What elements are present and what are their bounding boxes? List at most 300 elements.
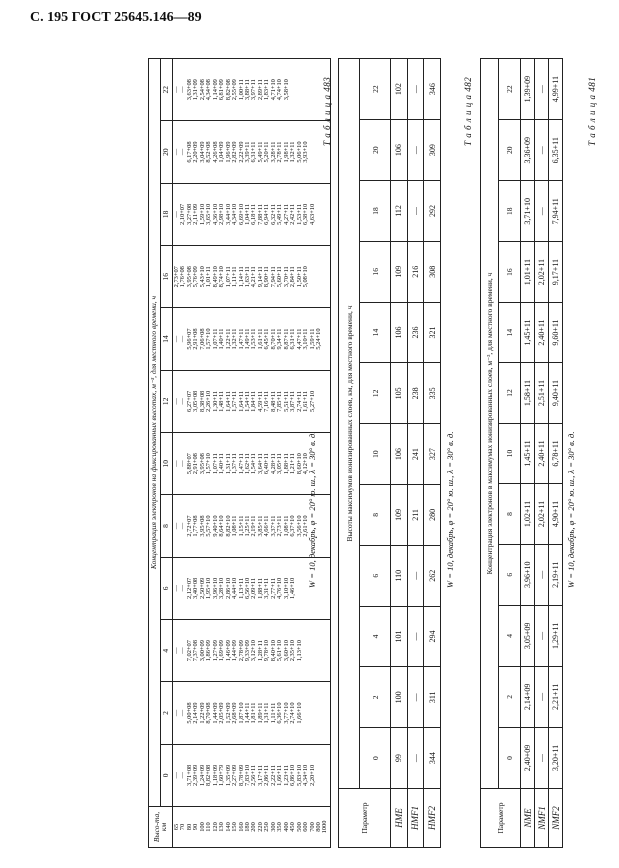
hour-column (173, 121, 331, 183)
height-value: 450 (289, 822, 297, 832)
table-482 (338, 58, 441, 848)
cell-value: 102 (390, 59, 407, 120)
height-value: 90 (192, 823, 200, 831)
cell-value: 2,12+07 (185, 577, 193, 599)
height-value: 250 (263, 822, 271, 832)
cell-value: 1,11+11 (231, 266, 239, 288)
cell-value: 2,26+10 (205, 390, 213, 412)
cell-value: 1,86+09 (205, 640, 213, 662)
cell-value: 2,42+11 (289, 203, 297, 225)
cell-value: 327 (424, 424, 441, 485)
cell-value: 7,06+08 (198, 328, 206, 350)
cell-value: 3,71+08 (185, 764, 193, 786)
hour-header: 4 (498, 605, 521, 666)
cell-value: 1,13+11 (237, 577, 245, 599)
cell-value: 1,32+11 (289, 141, 297, 163)
cell-value (322, 247, 328, 306)
cell-value: 5,49+11 (256, 141, 264, 163)
cell-value: 3,10+10 (282, 577, 290, 599)
cell-value: — (179, 86, 187, 93)
height-value: 65 (173, 823, 180, 831)
cell-value: 1,59+11 (308, 328, 316, 350)
cell-value: 8,87+11 (282, 328, 290, 350)
hour-header: 18 (161, 183, 173, 245)
table-481-title: W = 10, декабрь, φ = 20° ю. ш., λ = 30° в. д. (566, 431, 576, 588)
cell-value: 110 (390, 545, 407, 606)
cell-value: 8,38+08 (198, 390, 206, 412)
cell-value: 4,27+11 (282, 203, 290, 225)
param-name: NMF1 (535, 789, 549, 848)
cell-value: 100 (390, 667, 407, 728)
cell-value: 1,04+11 (243, 203, 251, 225)
cell-value: 9,78+10 (263, 640, 271, 662)
hour-header: 16 (498, 242, 521, 302)
table-row (407, 59, 424, 848)
cell-value: 6,69+10 (237, 203, 245, 225)
cell-value: 3,40+08 (192, 577, 200, 599)
cell-value: 1,31+11 (263, 702, 271, 724)
cell-value: 7,88+11 (256, 203, 264, 225)
cell-value: 5,20+11 (263, 141, 271, 163)
cell-value: — (179, 585, 187, 592)
cell-value: 3,12+10 (250, 640, 258, 662)
cell-value: 308 (424, 241, 441, 302)
hour-header: 8 (360, 485, 390, 546)
cell-value: — (535, 727, 549, 788)
cell-value: 3,28+10 (218, 577, 226, 599)
cell-value: 6,36+10 (276, 702, 284, 724)
cell-value: 3,20+11 (549, 727, 563, 788)
cell-value: 2,82+09 (231, 141, 239, 163)
cell-value: 1,66+11 (276, 764, 284, 786)
cell-value: — (407, 181, 424, 242)
cell-value: 1,47+11 (237, 453, 245, 475)
cell-value: 1,35+09 (224, 764, 232, 786)
table-483 (148, 58, 331, 848)
cell-value: 3,44+10 (224, 203, 232, 225)
cell-value: 5,88+07 (185, 453, 193, 475)
cell-value: 2,56+11 (250, 764, 258, 786)
cell-value: — (535, 544, 549, 605)
cell-value: — (173, 709, 180, 717)
hour-header: 2 (498, 666, 521, 727)
cell-value: 1,88+11 (256, 577, 264, 599)
table-483-height-header: Высо-та, км (149, 807, 173, 848)
cell-value: 2,20+09 (192, 141, 200, 163)
cell-value: 2,14+09 (192, 702, 200, 724)
cell-value: 2,77+11 (269, 577, 277, 599)
cell-value: 4,12+10 (302, 453, 310, 475)
cell-value: 2,22+09 (237, 141, 245, 163)
cell-value: 1,77+08 (192, 515, 200, 537)
cell-value: 2,09+11 (250, 577, 258, 599)
cell-value: 3,95+08 (198, 515, 206, 537)
cell-value: 109 (390, 241, 407, 302)
height-value: 1000 (321, 820, 329, 834)
cell-value: 1,52+09 (224, 702, 232, 724)
cell-value: 6,86+10 (289, 764, 297, 786)
cell-value: 7,94+11 (549, 181, 563, 242)
cell-value: 4,71+10 (269, 79, 277, 101)
cell-value: 7,85+11 (276, 390, 284, 412)
cell-value: 8,64+10 (218, 515, 226, 537)
hour-header: 12 (360, 363, 390, 424)
hour-column (173, 682, 331, 744)
cell-value: 1,47+11 (237, 328, 245, 350)
hour-header: 14 (498, 302, 521, 362)
hour-header: 8 (161, 495, 173, 557)
cell-value (322, 309, 328, 368)
cell-value: 5,96+07 (185, 328, 193, 350)
cell-value: 3,64+11 (256, 453, 264, 475)
cell-value: 2,50+09 (198, 577, 206, 599)
cell-value: 6,18+11 (250, 203, 258, 225)
cell-value (322, 496, 328, 555)
cell-value: 2,19+11 (250, 515, 258, 537)
cell-value: 3,85+11 (256, 515, 264, 537)
cell-value: 4,90+11 (549, 484, 563, 544)
cell-value: 1,61+11 (256, 328, 264, 350)
cell-value: 1,02+11 (521, 484, 535, 544)
cell-value: 216 (407, 241, 424, 302)
hour-header: 20 (161, 121, 173, 183)
cell-value: 1,22+09 (198, 702, 206, 724)
page-header: С. 195 ГОСТ 25645.146—89 (30, 10, 202, 25)
cell-value: 4,76+10 (276, 577, 284, 599)
cell-value (322, 60, 328, 119)
table-482-title: W = 10, декабрь, φ = 20° ю. ш., λ = 30° в. д. (445, 431, 455, 588)
cell-value: 6,35+11 (549, 120, 563, 181)
cell-value: 2,20+10 (308, 764, 316, 786)
table-481-subtitle: Концентрация электронов в максимумах ионизированных слоев, м⁻³, для местного времени, ч (481, 59, 499, 789)
hour-header: 6 (360, 545, 390, 606)
cell-value: 3,95+08 (198, 453, 206, 475)
cell-value: 1,01+11 (521, 242, 535, 302)
cell-value: 2,86+11 (263, 764, 271, 786)
cell-value (322, 559, 328, 618)
hour-header: 20 (498, 120, 521, 181)
cell-value: 3,95+08 (185, 266, 193, 288)
hour-header: 10 (498, 423, 521, 483)
height-value: 150 (231, 822, 239, 832)
cell-value: 1,58+11 (521, 363, 535, 423)
cell-value: 3,05+11 (276, 453, 284, 475)
cell-value (322, 372, 328, 431)
cell-value: 4,74+10 (276, 79, 284, 101)
cell-value: — (179, 522, 187, 530)
cell-value (322, 434, 328, 493)
cell-value: 3,56+10 (295, 515, 303, 537)
cell-value: 3,00+09 (198, 640, 206, 662)
cell-value: 3,05+09 (521, 605, 535, 666)
hour-header: 10 (360, 424, 390, 485)
cell-value: 3,70+11 (282, 266, 290, 288)
cell-value: 2,54+08 (198, 79, 206, 101)
cell-value: 2,89+11 (256, 79, 264, 101)
hour-header: 0 (498, 727, 521, 788)
cell-value: 1,40+11 (218, 328, 226, 350)
cell-value: 1,45+11 (521, 302, 535, 362)
cell-value (322, 746, 328, 805)
table-row (549, 59, 563, 848)
cell-value: 8,48+11 (269, 390, 277, 412)
height-value: 100 (198, 822, 206, 832)
cell-value: 2,11+09 (192, 203, 200, 225)
cell-value: 3,96+10 (521, 544, 535, 605)
param-name: HMF2 (424, 789, 441, 848)
cell-value (322, 185, 328, 244)
cell-value: — (407, 545, 424, 606)
cell-value: 1,54+11 (243, 390, 251, 412)
cell-value: 1,57+11 (231, 390, 239, 412)
cell-value: 1,88+11 (282, 453, 290, 475)
cell-value: — (179, 647, 187, 654)
cell-value: 6,31+11 (250, 141, 258, 163)
cell-value: 2,02+11 (535, 484, 549, 544)
hour-column (173, 370, 331, 432)
cell-value: 3,88+11 (243, 79, 251, 101)
cell-value: 2,91+08 (192, 453, 200, 475)
cell-value: 8,74+10 (218, 266, 226, 288)
hour-header: 18 (498, 181, 521, 242)
cell-value (322, 122, 328, 181)
cell-value: 211 (407, 485, 424, 546)
cell-value: 1,46+10 (289, 577, 297, 599)
cell-value: 1,22+11 (224, 328, 232, 350)
cell-value: 1,81+11 (250, 702, 258, 724)
cell-value: 7,02+07 (185, 640, 193, 662)
hour-header: 14 (360, 302, 390, 363)
cell-value: 5,43+10 (198, 266, 206, 288)
table-483-number: Т а б л и ц а 483 (322, 76, 332, 146)
cell-value: — (407, 606, 424, 667)
height-value: 160 (237, 822, 245, 832)
cell-value: 6,78+11 (549, 423, 563, 483)
cell-value: — (173, 211, 180, 218)
cell-value: 5,60+11 (276, 266, 284, 288)
cell-value: — (535, 181, 549, 242)
table-481-number: Т а б л и ц а 481 (587, 76, 597, 146)
hour-header: 2 (360, 667, 390, 728)
cell-value: 6,38+10 (302, 203, 310, 225)
cell-value: 4,28+11 (269, 453, 277, 475)
cell-value: 2,05+09 (218, 702, 226, 724)
cell-value: 3,39+11 (243, 141, 251, 163)
cell-value: 4,34+08 (205, 79, 213, 101)
cell-value: — (173, 522, 180, 530)
cell-value: 2,14+09 (521, 666, 535, 727)
hour-header: 4 (360, 606, 390, 667)
cell-value: 3,71+10 (521, 181, 535, 242)
cell-value: — (535, 605, 549, 666)
hour-header: 20 (360, 120, 390, 181)
cell-value: 321 (424, 302, 441, 363)
cell-value: 3,96+10 (211, 577, 219, 599)
cell-value: — (179, 398, 187, 405)
height-value: 110 (205, 822, 213, 832)
cell-value: 2,78+09 (237, 640, 245, 662)
cell-value: 1,63+11 (243, 266, 251, 288)
cell-value: 1,07+11 (211, 453, 219, 475)
cell-value: 8,82+08 (205, 764, 213, 786)
cell-value: 2,78+11 (276, 141, 284, 163)
hour-header: 8 (498, 484, 521, 544)
cell-value: 1,31+11 (224, 453, 232, 475)
cell-value: 1,59+10 (198, 203, 206, 225)
cell-value: 1,07+11 (224, 266, 232, 288)
cell-value: 5,00+08 (185, 702, 193, 724)
cell-value: 1,44+09 (211, 702, 219, 724)
cell-value: 4,47+11 (295, 328, 303, 350)
cell-value: 6,45+11 (263, 328, 271, 350)
cell-value: 1,15+11 (237, 515, 245, 537)
hour-column (173, 59, 331, 121)
cell-value: — (535, 666, 549, 727)
cell-value: 3,05+08 (192, 390, 200, 412)
cell-value: 9,34+11 (276, 328, 284, 350)
cell-value: 6,27+07 (185, 390, 193, 412)
cell-value: 3,87+11 (289, 390, 297, 412)
cell-value: — (179, 335, 187, 343)
cell-value: 2,68+09 (231, 702, 239, 724)
cell-value: 8,40+10 (269, 640, 277, 662)
cell-value: — (173, 460, 180, 467)
height-value: 130 (218, 822, 226, 832)
hour-header: 12 (161, 370, 173, 432)
height-value: 80 (185, 823, 193, 831)
height-value: 200 (250, 822, 258, 832)
cell-value: 1,62+11 (243, 453, 251, 475)
height-value: 180 (243, 822, 251, 832)
cell-value: 8,90+11 (263, 266, 271, 288)
hour-column (173, 620, 331, 682)
cell-value: 6,32+11 (269, 203, 277, 225)
cell-value: 1,44+09 (231, 640, 239, 662)
cell-value: 3,60+10 (282, 640, 290, 662)
cell-value: 9,60+11 (549, 302, 563, 362)
cell-value: 3,27+08 (185, 203, 193, 225)
cell-value: 1,60+79 (218, 764, 226, 786)
cell-value: 294 (424, 606, 441, 667)
cell-value: 6,17+08 (185, 141, 193, 163)
cell-value: 1,21+11 (289, 453, 297, 475)
cell-value: 7,37+08 (192, 640, 200, 662)
hour-header: 0 (360, 728, 390, 789)
cell-value: 5,24+10 (314, 328, 322, 350)
cell-value: 5,61+10 (276, 640, 284, 662)
cell-value: — (173, 398, 180, 405)
height-value: 800 (314, 822, 322, 832)
hour-column (173, 183, 331, 245)
cell-value: 101 (390, 606, 407, 667)
cell-value: 1,08+11 (282, 515, 290, 537)
cell-value: 9,40+10 (211, 515, 219, 537)
cell-value: 2,39+09 (192, 764, 200, 786)
cell-value: 5,83+10 (295, 764, 303, 786)
hour-header: 0 (161, 744, 173, 806)
height-value: 700 (308, 822, 316, 832)
cell-value: 2,74+10 (289, 702, 297, 724)
cell-value: 2,98+10 (218, 203, 226, 225)
cell-value: 5,06+10 (295, 141, 303, 163)
cell-value: 241 (407, 424, 424, 485)
table-row (521, 59, 535, 848)
cell-value: 238 (407, 363, 424, 424)
cell-value: 1,57+10 (205, 453, 213, 475)
cell-value: 2,55+09 (231, 79, 239, 101)
cell-value: 2,27+09 (231, 764, 239, 786)
cell-value: 1,69+09 (218, 640, 226, 662)
cell-value: 106 (390, 120, 407, 181)
cell-value: 1,04+09 (218, 141, 226, 163)
cell-value: 1,96+09 (224, 141, 232, 163)
cell-value: 9,40+11 (549, 363, 563, 423)
hour-header: 22 (498, 59, 521, 120)
cell-value: 7,16+11 (263, 390, 271, 412)
hour-header: 22 (161, 59, 173, 121)
cell-value: 1,39+09 (521, 59, 535, 120)
cell-value: 1,53+11 (250, 328, 258, 350)
height-value: 600 (302, 822, 310, 832)
cell-value: 99 (390, 728, 407, 789)
param-name: NMF2 (549, 789, 563, 848)
cell-value: 1,31+09 (192, 79, 200, 101)
hour-header: 4 (161, 620, 173, 682)
cell-value: 1,25+11 (243, 515, 251, 537)
cell-value: 4,44+10 (231, 577, 239, 599)
cell-value: — (173, 772, 180, 779)
cell-value: — (407, 667, 424, 728)
cell-value: 2,40+11 (535, 302, 549, 362)
cell-value: 3,93+10 (302, 141, 310, 163)
cell-value: 3,63+08 (185, 79, 193, 101)
hour-column (173, 744, 331, 806)
cell-value: 1,84+11 (250, 390, 258, 412)
hour-header: 6 (161, 557, 173, 619)
cell-value: 8,82+10 (224, 515, 232, 537)
cell-value: 1,40+11 (218, 453, 226, 475)
cell-value: 2,61+10 (302, 515, 310, 537)
cell-value: 5,57+10 (205, 515, 213, 537)
cell-value: 292 (424, 181, 441, 242)
cell-value: 9,14+11 (256, 266, 264, 288)
height-column (173, 807, 331, 848)
cell-value: 1,28+11 (256, 640, 264, 662)
cell-value: 1,13+10 (295, 640, 303, 662)
cell-value: 1,23+11 (282, 764, 290, 786)
hour-header: 6 (498, 544, 521, 605)
cell-value: 1,46+09 (224, 640, 232, 662)
cell-value: 8,82+08 (224, 79, 232, 101)
cell-value: — (535, 120, 549, 181)
height-value: 140 (224, 822, 232, 832)
cell-value: 1,11+11 (269, 702, 277, 724)
cell-value (322, 621, 328, 680)
cell-value: 2,40+11 (535, 423, 549, 483)
cell-value: 1,01+11 (205, 266, 213, 288)
cell-value: 1,14+09 (211, 79, 219, 101)
height-value: 300 (269, 822, 277, 832)
cell-value: 311 (424, 667, 441, 728)
hour-column (173, 246, 331, 308)
cell-value: 1,57+10 (205, 328, 213, 350)
cell-value: 6,40+11 (263, 453, 271, 475)
cell-value: 2,02+11 (535, 242, 549, 302)
cell-value: 8,78+09 (237, 764, 245, 786)
cell-value: — (535, 59, 549, 120)
cell-value: 5,08+10 (302, 266, 310, 288)
hour-header: 2 (161, 682, 173, 744)
